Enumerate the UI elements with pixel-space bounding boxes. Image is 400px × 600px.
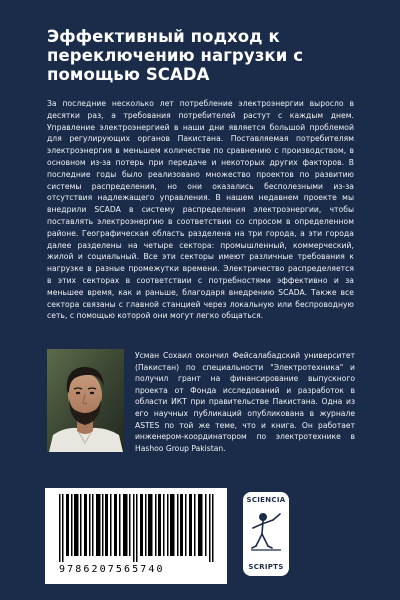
scientist-figure-icon <box>249 510 283 552</box>
book-abstract: За последние несколько лет потребление электроэнергии выросло в десятки раз, а требования потребителей растут с каждым днем. Управление электроэнергией в наши дни является большой проблемой для регулирующих органов Пакистана. Поставляемая потребителям электроэнергия в меньшем количестве по сравнению с производством, в основном из-за потерь при передаче и некоторых других факторов. В последние годы было реализовано множество проектов по развитию системы распределения, но они оказались бесполезными из-за отсутствия надлежащего управления. В нашем недавнем проекте мы внедрили SCADA в систему распределения электроэнергии, чтобы поставлять электроэнергию в соответствии со спросом в определенном районе. Географическая область разделена на три города, а эти города далее разделены на четыре сектора: промышленный, коммерческий, жилой и социальный. Все эти секторы имеют различные требования к нагрузке в разные промежутки времени. Электричество распределяется в этих секторах в соответствии с потребностями эффективно и за меньшее время, как и раньше, благодаря внедрению SCADA. Также все сектора связаны с главной станцией через локальную или беспроводную сеть, с помощью которой они могут легко общаться. <box>47 99 354 321</box>
publisher-logo-top-text: SCIENCIA <box>246 496 286 504</box>
author-photo <box>47 349 124 452</box>
publisher-logo-bottom-text: SCRIPTS <box>248 563 284 571</box>
author-bio: Усман Сохаил окончил Фейсалабадский университет (Пакистан) по специальности "Электротехника" и получил грант на финансирование выпускного проекта от Фонда исследований и разработок в области ИКТ при правительстве Пакистана. Одна из его научных публикаций опубликована в журнале ASTES по той же теме, что и книга. Он работает инженером-координатором по электротехнике в Hashoo Group Pakistan. <box>135 351 355 453</box>
isbn-barcode <box>45 488 227 584</box>
barcode-bars <box>59 494 217 562</box>
book-title: Эффективный подход к переключению нагрузки с помощью SCADA <box>47 27 304 84</box>
isbn-number: 9786207565740 <box>59 564 165 575</box>
publisher-logo <box>243 492 289 576</box>
author-portrait-image <box>47 349 124 452</box>
